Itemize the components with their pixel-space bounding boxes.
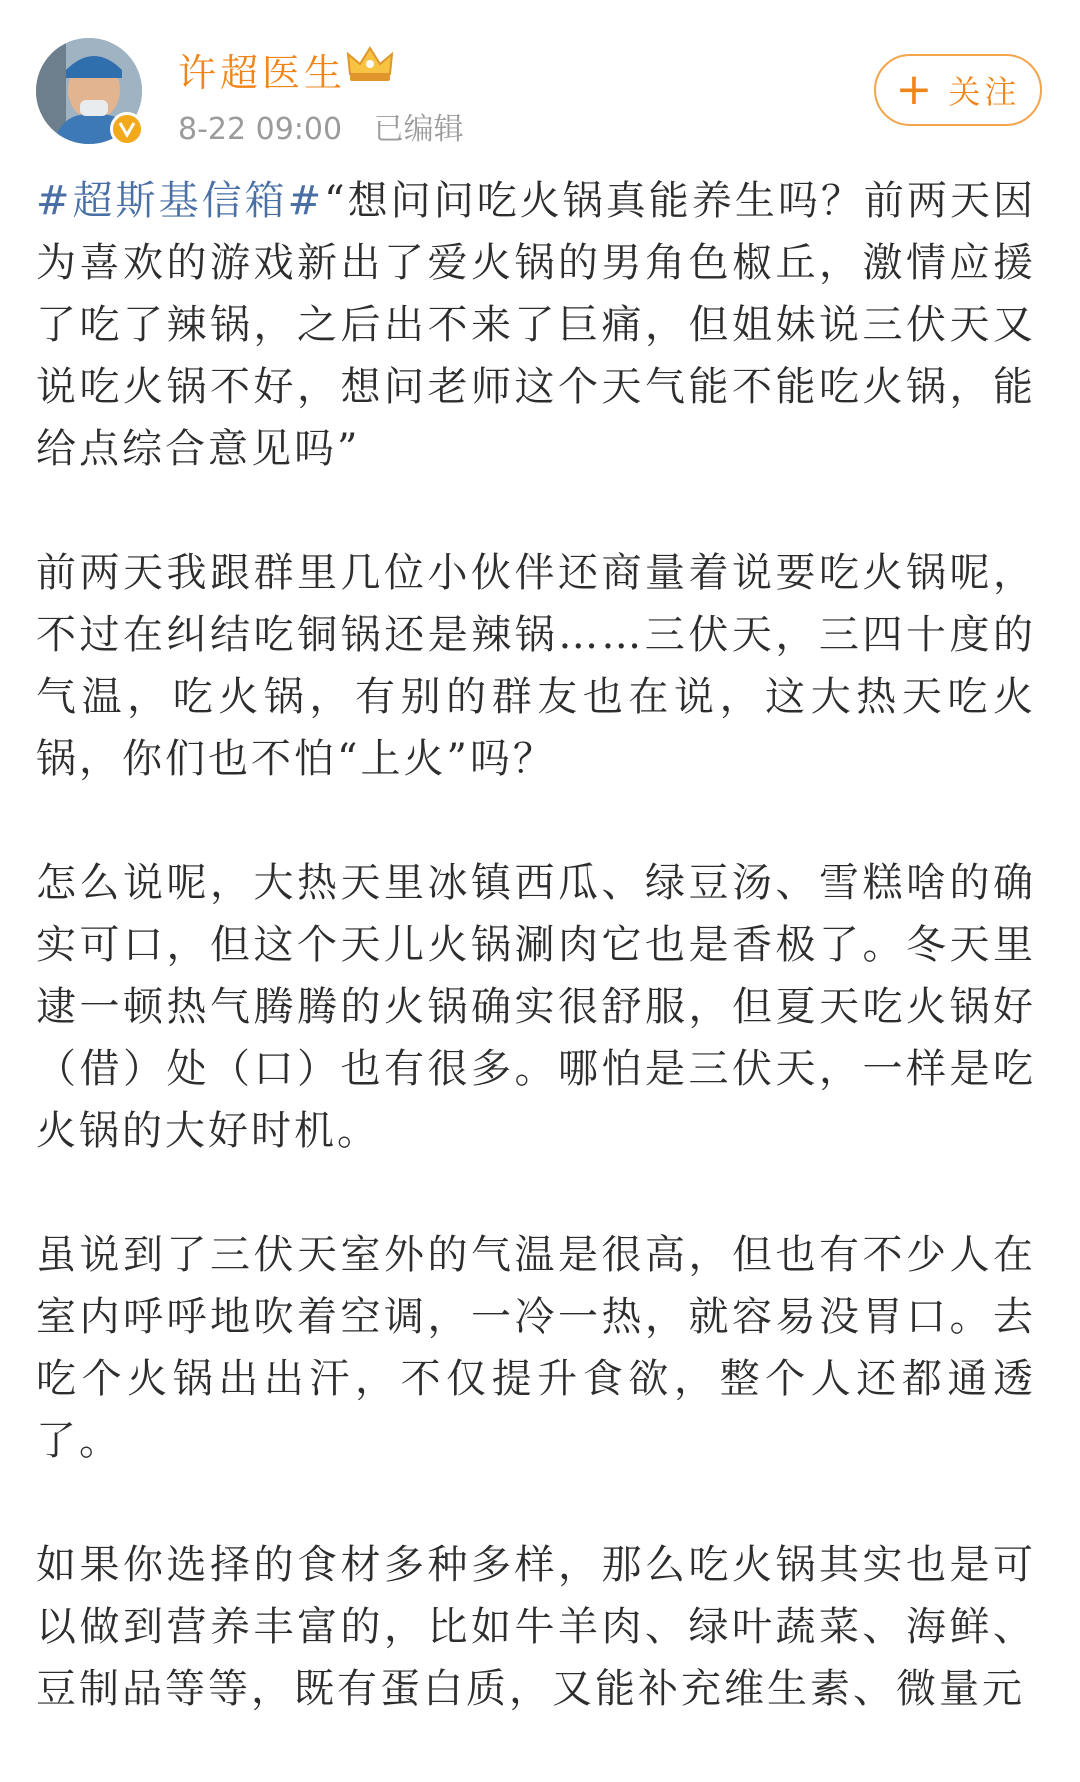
post-meta [178,104,464,148]
post-paragraph: 如果你选择的食材多种多样，那么吃火锅其实也是可以做到营养丰富的，比如牛羊肉、绿叶蔬菜、海鲜、豆制品等等，既有蛋白质，又能补充维生素、微量元 [36,1542,1036,1712]
verified-v-icon [110,112,144,146]
follow-button[interactable] [874,54,1042,126]
edited-label[interactable]: 已编辑 [373,112,464,147]
post-paragraph [36,170,1036,480]
post-paragraph: 虽说到了三伏天室外的气温是很高，但也有不少人在室内呼呼地吹着空调，一冷一热，就容易没胃口。去吃个火锅出出汗，不仅提升食欲，整个人还都通透了。 [36,1232,1036,1464]
post-body [36,170,1036,1782]
follow-label: 关注 [948,73,1021,111]
post-timestamp: 8-22 09:00 [178,112,343,147]
username[interactable]: 许超医生 [178,51,347,95]
hashtag-link[interactable]: #超斯基信箱# [36,178,325,224]
post-header [0,0,1080,160]
paragraph-text: “想问问吃火锅真能养生吗？前两天因为喜欢的游戏新出了爱火锅的男角色椒丘，激情应援了吃了辣锅，之后出不来了巨痛，但姐妹说三伏天又说吃火锅不好，想问老师这个天气能不能吃火锅，能给点综合意见吗” [36,178,1036,472]
vip-crown-icon [344,44,396,84]
post-paragraph: 怎么说呢，大热天里冰镇西瓜、绿豆汤、雪糕啥的确实可口，但这个天儿火锅涮肉它也是香极了。冬天里逮一顿热气腾腾的火锅确实很舒服，但夏天吃火锅好（借）处（口）也有很多。哪怕是三伏天，一样是吃火锅的大好时机。 [36,860,1036,1154]
plus-icon: + [895,64,937,115]
post-paragraph: 前两天我跟群里几位小伙伴还商量着说要吃火锅呢，不过在纠结吃铜锅还是辣锅……三伏天，三四十度的气温，吃火锅，有别的群友也在说，这大热天吃火锅，你们也不怕“上火”吗？ [36,550,1036,782]
